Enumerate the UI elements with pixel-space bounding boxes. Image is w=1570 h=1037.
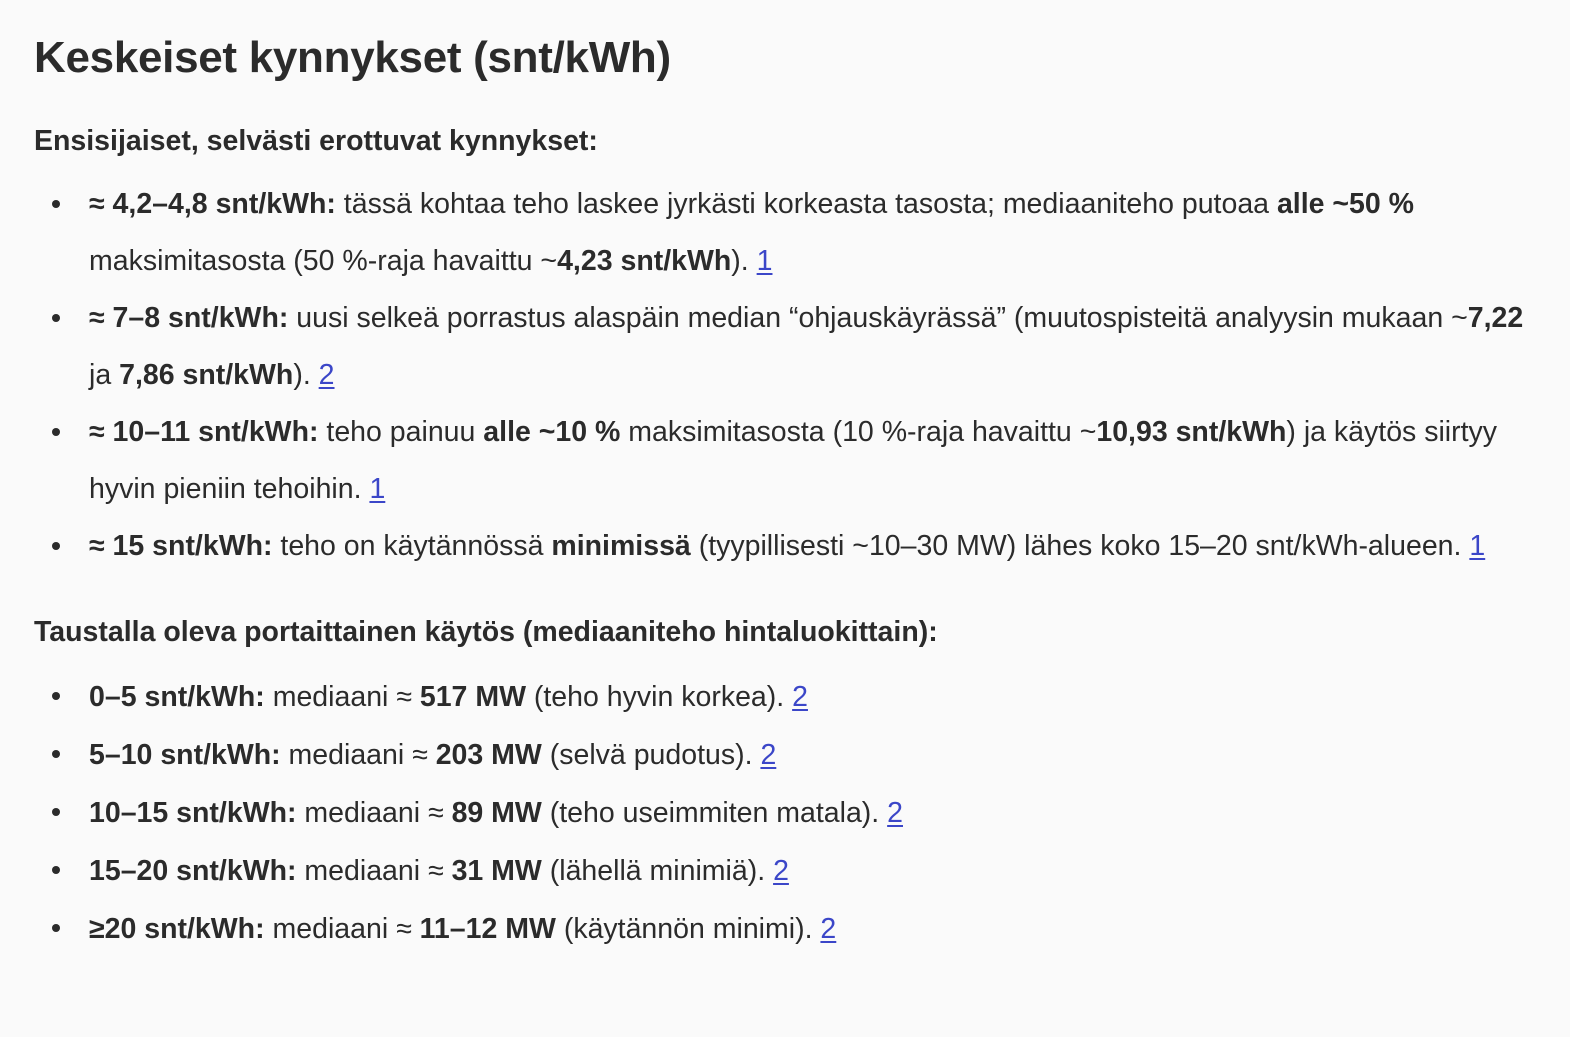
bullet-icon [52,750,60,758]
bullet-icon [52,866,60,874]
threshold-text: maksimitasosta (10 %-raja havaittu ~ [620,416,1097,448]
threshold-range: ≈ 7–8 snt/kWh: [89,302,289,334]
price-bin-label: mediaani ≈ [296,855,452,887]
threshold-emphasis: alle ~50 % [1276,188,1415,220]
bullet-icon [52,200,60,208]
price-bin-median: 203 MW [435,739,542,771]
bullet-icon [52,314,60,322]
threshold-item [34,176,1549,290]
citation-link[interactable]: 1 [756,245,773,277]
price-bin-item [34,900,1570,958]
price-bin-note: (teho hyvin korkea). [525,681,793,713]
price-bin-median: 11–12 MW [419,913,556,945]
threshold-range: ≈ 4,2–4,8 snt/kWh: [89,188,336,220]
price-bin-label: mediaani ≈ [264,681,420,713]
citation-link[interactable]: 2 [887,797,903,829]
bullet-icon [52,542,60,550]
threshold-item [34,404,1549,518]
threshold-text: maksimitasosta (50 %-raja havaittu ~ [89,245,558,277]
bullet-icon [52,808,60,816]
price-bin-range: 10–15 snt/kWh: [89,797,297,829]
threshold-emphasis: 10,93 snt/kWh [1096,416,1287,448]
price-bin-range: 15–20 snt/kWh: [89,855,297,887]
background-behavior-heading: Taustalla oleva portaittainen käytös (mediaaniteho hintaluokittain): [34,616,938,648]
citation-link[interactable]: 2 [760,739,777,771]
threshold-text: (tyypillisesti ~10–30 MW) lähes koko 15–20 snt/kWh-alueen. [690,530,1470,562]
citation-link[interactable]: 2 [318,359,335,391]
threshold-text: teho painuu [318,416,484,448]
bullet-icon [52,692,60,700]
threshold-emphasis: 4,23 snt/kWh [557,245,732,277]
price-bin-label: mediaani ≈ [280,739,436,771]
price-bin-median: 31 MW [451,855,542,887]
citation-link[interactable]: 1 [1469,530,1486,562]
price-bin-item [34,726,1570,784]
threshold-range: ≈ 10–11 snt/kWh: [89,416,319,448]
page-title: Keskeiset kynnykset (snt/kWh) [34,33,671,82]
threshold-text: ). [731,245,757,277]
primary-thresholds-heading: Ensisijaiset, selvästi erottuvat kynnykset: [34,125,598,157]
bullet-icon [52,924,60,932]
price-bin-note: (teho useimmiten matala). [541,797,888,829]
price-bin-note: (lähellä minimiä). [541,855,774,887]
price-bin-item [34,842,1570,900]
threshold-emphasis: alle ~10 % [483,416,621,448]
threshold-text: ) ja käytös siirtyy hyvin pieniin tehoihin. [89,416,1498,505]
price-bin-label: mediaani ≈ [264,913,420,945]
threshold-emphasis: 7,86 snt/kWh [119,359,294,391]
threshold-item [34,290,1549,404]
price-bin-label: mediaani ≈ [296,797,452,829]
citation-link[interactable]: 2 [820,913,837,945]
threshold-text: uusi selkeä porrastus alaspäin median “ohjauskäyrässä” (muutospisteitä analyysin mukaan ~ [288,302,1468,334]
price-bin-note: (selvä pudotus). [541,739,761,771]
bullet-icon [52,428,60,436]
threshold-text: ). [293,359,319,391]
price-bin-item [34,784,1570,842]
threshold-emphasis: minimissä [551,530,691,562]
threshold-text: ja [89,359,120,391]
citation-link[interactable]: 1 [369,473,386,505]
citation-link[interactable]: 2 [792,681,808,713]
threshold-emphasis: 7,22 [1467,302,1524,334]
price-bin-item [34,668,1570,726]
background-behavior-list [34,668,1570,958]
price-bin-median: 89 MW [451,797,542,829]
price-bin-median: 517 MW [419,681,526,713]
price-bin-note: (käytännön minimi). [555,913,821,945]
primary-thresholds-list [34,176,1570,575]
price-bin-range: 5–10 snt/kWh: [89,739,281,771]
threshold-range: ≈ 15 snt/kWh: [89,530,273,562]
price-bin-range: 0–5 snt/kWh: [89,681,265,713]
threshold-text: tässä kohtaa teho laskee jyrkästi korkeasta tasosta; mediaaniteho putoaa [335,188,1277,220]
price-bin-range: ≥20 snt/kWh: [89,913,265,945]
threshold-item [34,518,1549,575]
threshold-text: teho on käytännössä [272,530,552,562]
citation-link[interactable]: 2 [773,855,789,887]
